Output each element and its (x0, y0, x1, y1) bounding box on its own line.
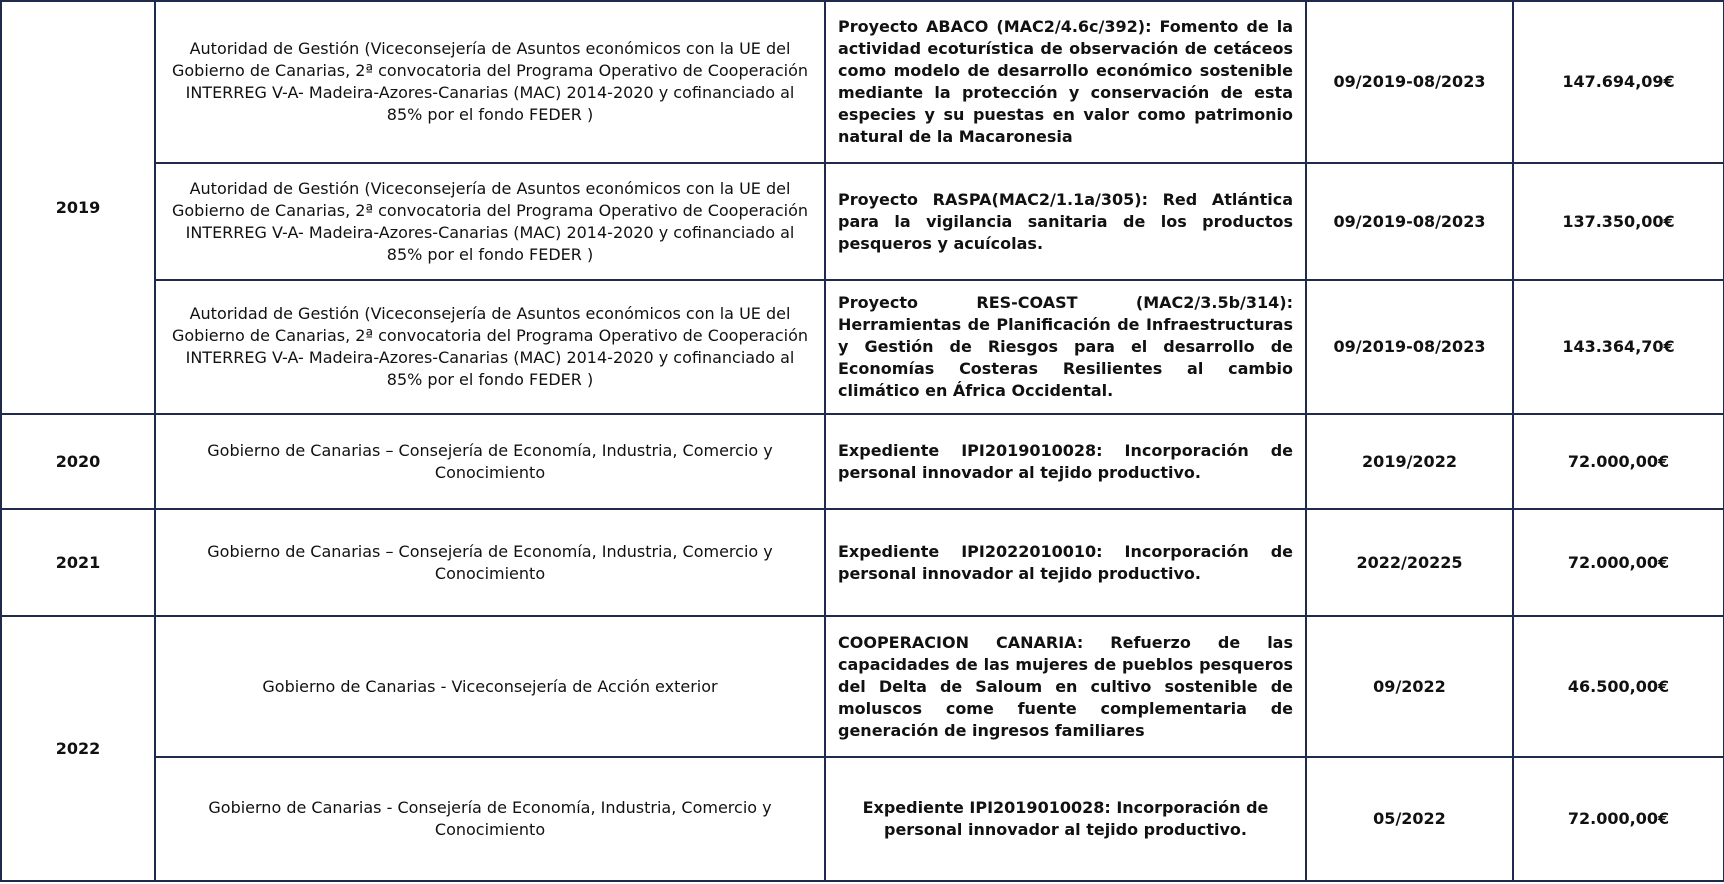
funder-cell: Autoridad de Gestión (Viceconsejería de Asuntos económicos con la UE del Gobierno de Canarias, 2ª convocatoria del Programa Operativo de Cooperación INTERREG V-A- Madeira-Azores-Canarias (MAC) 2014-2020 y cofinanciado al 85% por el fondo FEDER ) (155, 280, 825, 414)
table-row (1, 616, 1724, 757)
funder-cell: Autoridad de Gestión (Viceconsejería de Asuntos económicos con la UE del Gobierno de Canarias, 2ª convocatoria del Programa Operativo de Cooperación INTERREG V-A- Madeira-Azores-Canarias (MAC) 2014-2020 y cofinanciado al 85% por el fondo FEDER ) (155, 1, 825, 163)
amount-cell: 72.000,00€ (1513, 414, 1724, 509)
period-cell: 09/2019-08/2023 (1306, 280, 1513, 414)
funder-cell: Autoridad de Gestión (Viceconsejería de Asuntos económicos con la UE del Gobierno de Canarias, 2ª convocatoria del Programa Operativo de Cooperación INTERREG V-A- Madeira-Azores-Canarias (MAC) 2014-2020 y cofinanciado al 85% por el fondo FEDER ) (155, 163, 825, 280)
project-cell: Proyecto RASPA(MAC2/1.1a/305): Red Atlántica para la vigilancia sanitaria de los productos pesqueros y acuícolas. (825, 163, 1306, 280)
table-row (1, 1, 1724, 163)
project-cell: COOPERACION CANARIA: Refuerzo de las capacidades de las mujeres de pueblos pesqueros del Delta de Saloum en cultivo sostenible de moluscos come fuente complementaria de generación de ingresos familiares (825, 616, 1306, 757)
period-cell: 2022/20225 (1306, 509, 1513, 616)
table-row (1, 757, 1724, 881)
period-cell: 05/2022 (1306, 757, 1513, 881)
project-cell: Proyecto RES-COAST (MAC2/3.5b/314): Herramientas de Planificación de Infraestructuras y Gestión de Riesgos para el desarrollo de Economías Costeras Resilientes al cambio climático en África Occidental. (825, 280, 1306, 414)
funder-cell: Gobierno de Canarias - Consejería de Economía, Industria, Comercio y Conocimiento (155, 757, 825, 881)
project-cell: Expediente IPI2019010028: Incorporación de personal innovador al tejido productivo. (825, 414, 1306, 509)
amount-cell: 72.000,00€ (1513, 509, 1724, 616)
period-cell: 09/2019-08/2023 (1306, 163, 1513, 280)
project-cell: Proyecto ABACO (MAC2/4.6c/392): Fomento de la actividad ecoturística de observación de cetáceos como modelo de desarrollo económico sostenible mediante la protección y conservación de esta especies y su puestas en valor como patrimonio natural de la Macaronesia (825, 1, 1306, 163)
table-row (1, 163, 1724, 280)
year-cell: 2019 (1, 1, 155, 414)
project-cell: Expediente IPI2022010010: Incorporación de personal innovador al tejido productivo. (825, 509, 1306, 616)
amount-cell: 137.350,00€ (1513, 163, 1724, 280)
amount-cell: 72.000,00€ (1513, 757, 1724, 881)
period-cell: 09/2019-08/2023 (1306, 1, 1513, 163)
amount-cell: 143.364,70€ (1513, 280, 1724, 414)
period-cell: 09/2022 (1306, 616, 1513, 757)
funder-cell: Gobierno de Canarias – Consejería de Economía, Industria, Comercio y Conocimiento (155, 414, 825, 509)
amount-cell: 46.500,00€ (1513, 616, 1724, 757)
project-cell: Expediente IPI2019010028: Incorporación de personal innovador al tejido productivo. (825, 757, 1306, 881)
period-cell: 2019/2022 (1306, 414, 1513, 509)
year-cell: 2022 (1, 616, 155, 881)
year-cell: 2020 (1, 414, 155, 509)
funder-cell: Gobierno de Canarias – Consejería de Economía, Industria, Comercio y Conocimiento (155, 509, 825, 616)
table-row (1, 280, 1724, 414)
funder-cell: Gobierno de Canarias - Viceconsejería de Acción exterior (155, 616, 825, 757)
amount-cell: 147.694,09€ (1513, 1, 1724, 163)
table-row (1, 414, 1724, 509)
table-row (1, 509, 1724, 616)
year-cell: 2021 (1, 509, 155, 616)
